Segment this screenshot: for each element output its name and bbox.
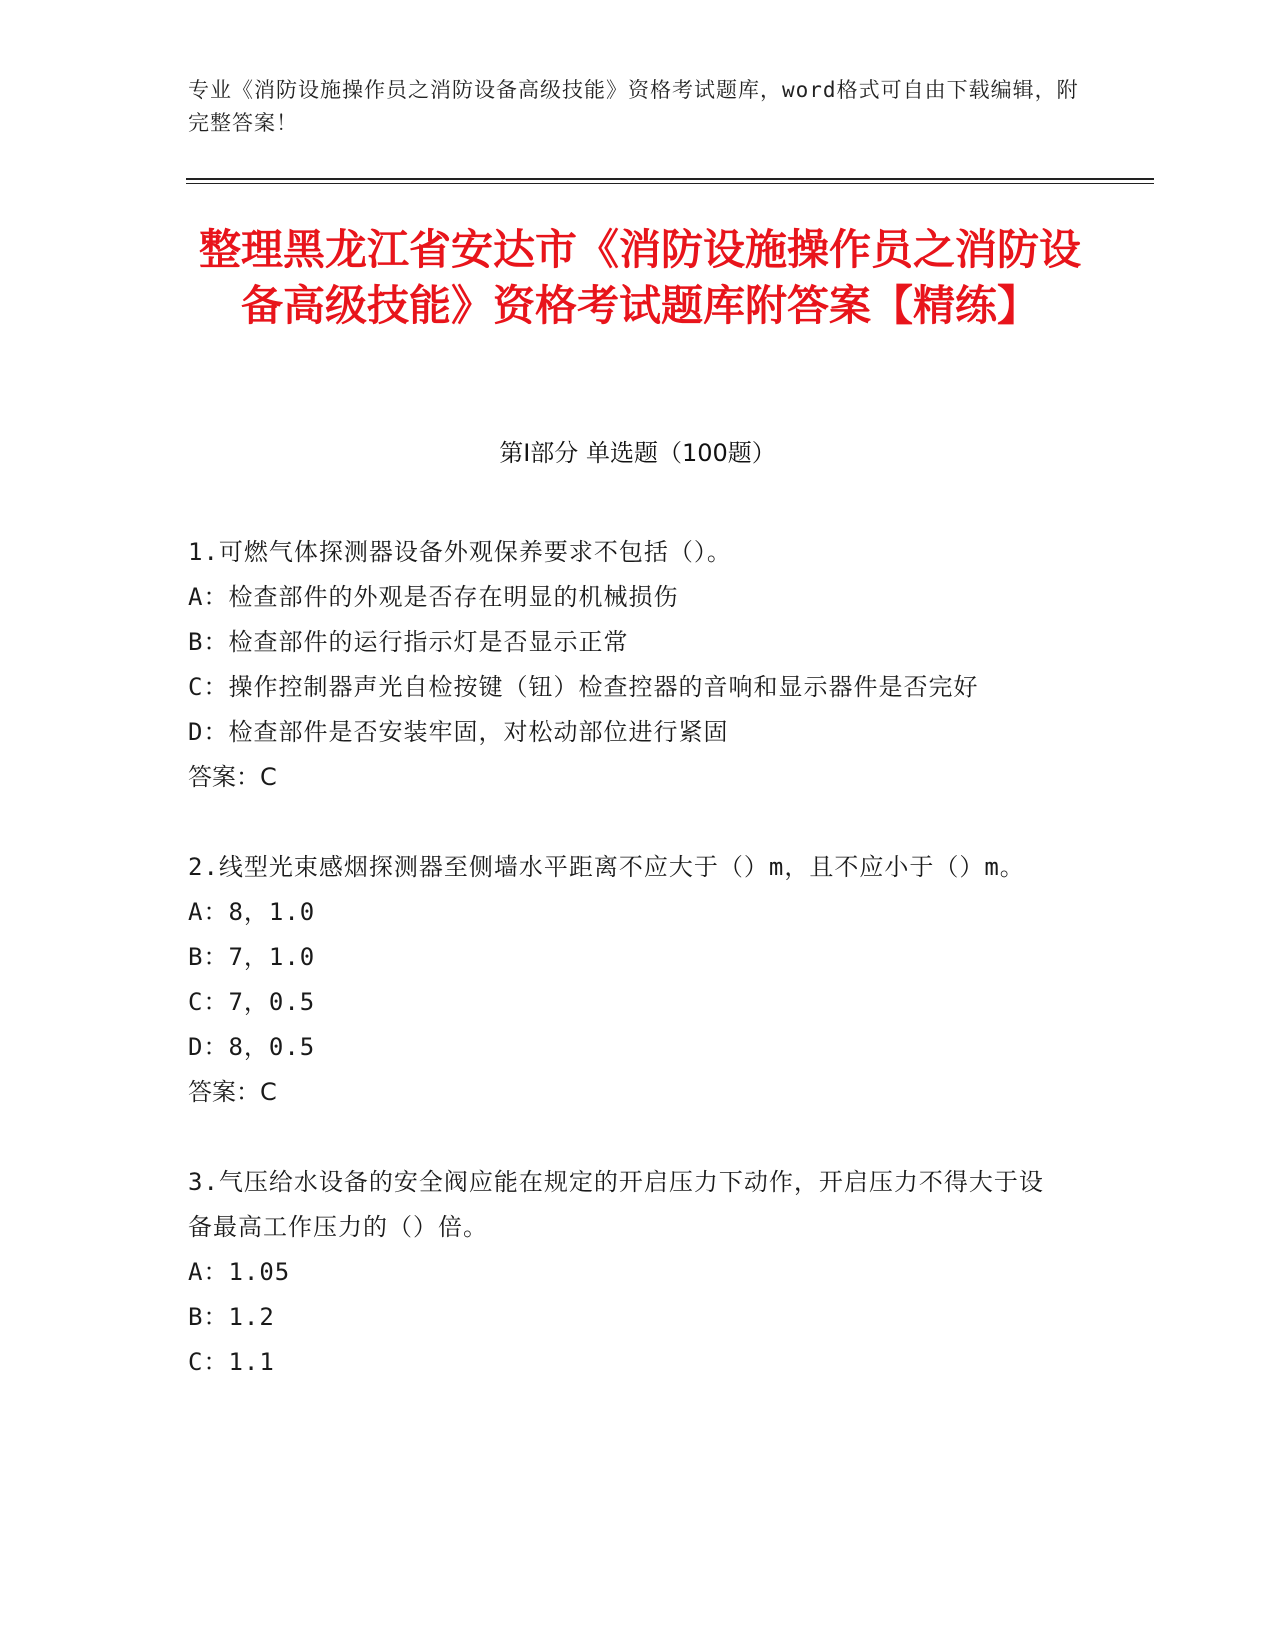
header-text: 专业《消防设施操作员之消防设备高级技能》资格考试题库，word格式可自由下载编辑，附完整答案！ bbox=[188, 78, 1079, 135]
option-c: C：7，0.5 bbox=[188, 988, 316, 1016]
answer-line: 答案：C bbox=[188, 1078, 277, 1106]
section-title: 第Ⅰ部分 单选题（100题） bbox=[499, 439, 776, 467]
question-spacer bbox=[188, 1115, 1068, 1160]
option-d: D：检查部件是否安装牢固，对松动部位进行紧固 bbox=[188, 718, 729, 746]
header-divider-thin bbox=[186, 183, 1154, 184]
document-header bbox=[188, 74, 1088, 140]
answer-line: 答案：C bbox=[188, 763, 277, 791]
option-a: A：1.05 bbox=[188, 1258, 291, 1286]
option-b: B：检查部件的运行指示灯是否显示正常 bbox=[188, 628, 629, 656]
question-stem: 2.线型光束感烟探测器至侧墙水平距离不应大于（）m，且不应小于（）m。 bbox=[188, 853, 1025, 881]
header-divider-thick bbox=[186, 178, 1154, 180]
document-title: 整理黑龙江省安达市《消防设施操作员之消防设备高级技能》资格考试题库附答案【精练】 bbox=[198, 225, 1081, 330]
option-a: A：8，1.0 bbox=[188, 898, 316, 926]
option-d: D：8，0.5 bbox=[188, 1033, 316, 1061]
option-b: B：7，1.0 bbox=[188, 943, 316, 971]
question-item bbox=[188, 1160, 1068, 1385]
option-a: A：检查部件的外观是否存在明显的机械损伤 bbox=[188, 583, 679, 611]
option-b: B：1.2 bbox=[188, 1303, 275, 1331]
question-stem: 3.气压给水设备的安全阀应能在规定的开启压力下动作，开启压力不得大于设备最高工作压力的（）倍。 bbox=[188, 1168, 1044, 1241]
question-item bbox=[188, 845, 1068, 1115]
option-c: C：1.1 bbox=[188, 1348, 275, 1376]
option-c: C：操作控制器声光自检按键（钮）检查控器的音响和显示器件是否完好 bbox=[188, 673, 979, 701]
question-list bbox=[188, 530, 1068, 1385]
question-item bbox=[188, 530, 1068, 800]
question-stem: 1.可燃气体探测器设备外观保养要求不包括（）。 bbox=[188, 538, 732, 566]
question-spacer bbox=[188, 800, 1068, 845]
